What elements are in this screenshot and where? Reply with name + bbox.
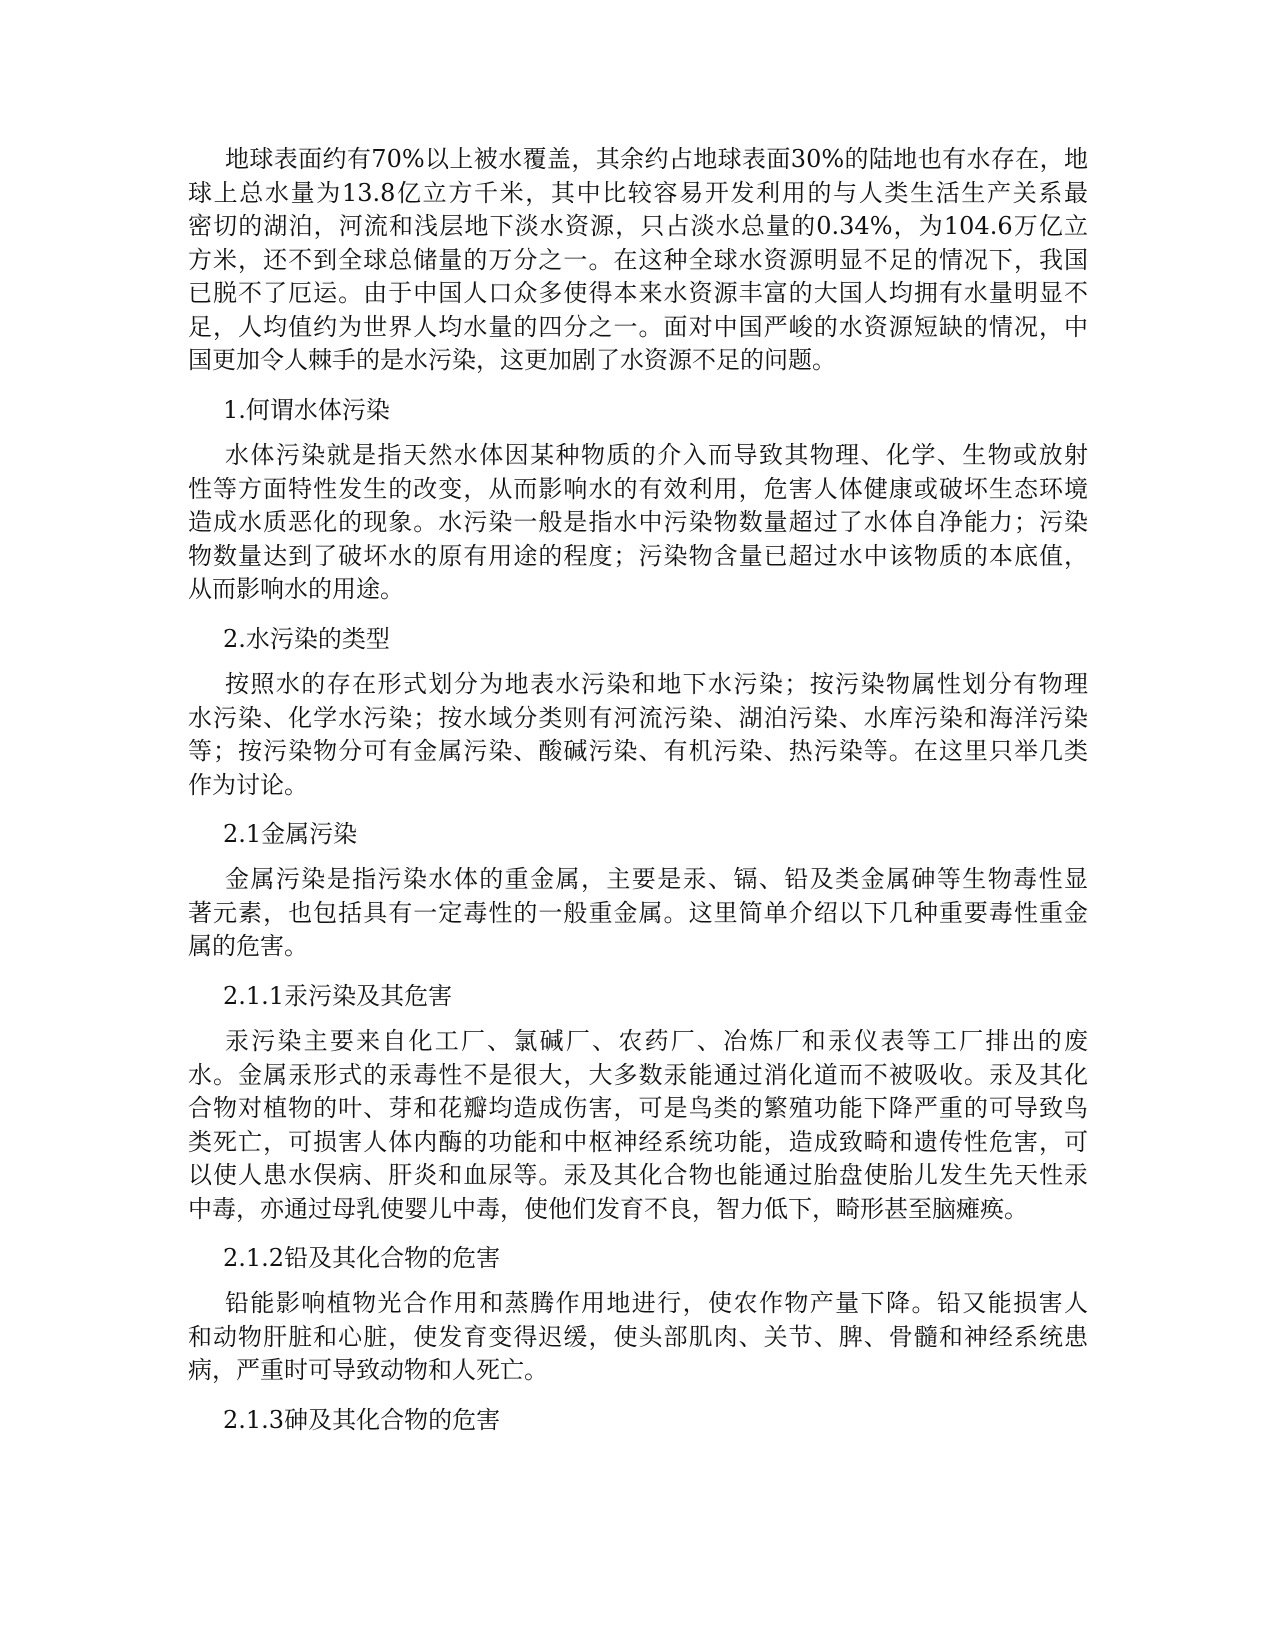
- section-heading: 2.水污染的类型: [223, 625, 390, 653]
- section-heading: 2.1金属污染: [223, 820, 358, 848]
- paragraph-line: 按照水的存在形式划分为地表水污染和地下水污染；按污染物属性划分有物理: [225, 670, 1088, 698]
- paragraph-line: 造成水质恶化的现象。水污染一般是指水中污染物数量超过了水体自净能力；污染: [188, 508, 1088, 536]
- section-heading: 2.1.1汞污染及其危害: [223, 982, 453, 1010]
- paragraph-line: 铅能影响植物光合作用和蒸腾作用地进行，使农作物产量下降。铅又能损害人: [225, 1289, 1088, 1317]
- paragraph-line: 汞污染主要来自化工厂、氯碱厂、农药厂、冶炼厂和汞仪表等工厂排出的废: [225, 1027, 1088, 1055]
- paragraph-line: 密切的湖泊，河流和浅层地下淡水资源，只占淡水总量的0.34%，为104.6万亿立: [188, 212, 1088, 240]
- section-heading: 2.1.2铅及其化合物的危害: [223, 1244, 501, 1272]
- paragraph-line: 水污染、化学水污染；按水域分类则有河流污染、湖泊污染、水库污染和海洋污染: [188, 703, 1088, 732]
- paragraph-line: 国更加令人棘手的是水污染，这更加剧了水资源不足的问题。: [188, 346, 836, 374]
- paragraph-line: 作为讨论。: [188, 770, 308, 799]
- paragraph-line: 以使人患水俣病、肝炎和血尿等。汞及其化合物也能通过胎盘使胎儿发生先天性汞: [188, 1161, 1088, 1189]
- paragraph-line: 球上总水量为13.8亿立方千米，其中比较容易开发利用的与人类生活生产关系最: [188, 178, 1088, 207]
- paragraph-line: 病，严重时可导致动物和人死亡。: [188, 1356, 548, 1384]
- paragraph-line: 方米，还不到全球总储量的万分之一。在这种全球水资源明显不足的情况下，我国: [188, 245, 1088, 274]
- paragraph-line: 地球表面约有70%以上被水覆盖，其余约占地球表面30%的陆地也有水存在，地: [225, 145, 1088, 173]
- paragraph-line: 合物对植物的叶、芽和花瓣均造成伤害，可是鸟类的繁殖功能下降严重的可导致鸟: [188, 1094, 1088, 1122]
- paragraph-intro: [188, 143, 1088, 378]
- paragraph-line: 类死亡，可损害人体内酶的功能和中枢神经系统功能，造成致畸和遗传性危害，可: [188, 1127, 1088, 1156]
- paragraph-metal-pollution: [188, 863, 1088, 964]
- section-heading: 2.1.3砷及其化合物的危害: [223, 1406, 501, 1434]
- paragraph-line: 著元素，也包括具有一定毒性的一般重金属。这里简单介绍以下几种重要毒性重金: [188, 898, 1088, 927]
- paragraph-line: 已脱不了厄运。由于中国人口众多使得本来水资源丰富的大国人均拥有水量明显不: [188, 279, 1088, 307]
- paragraph-line: 水。金属汞形式的汞毒性不是很大，大多数汞能通过消化道而不被吸收。汞及其化: [188, 1060, 1088, 1089]
- paragraph-line: 物数量达到了破坏水的原有用途的程度；污染物含量已超过水中该物质的本底值，: [188, 541, 1088, 570]
- paragraph-line: 从而影响水的用途。: [188, 575, 404, 603]
- paragraph-definition: [188, 439, 1088, 607]
- paragraph-lead: [188, 1287, 1088, 1388]
- paragraph-line: 等；按污染物分可有金属污染、酸碱污染、有机污染、热污染等。在这里只举几类: [188, 737, 1088, 765]
- paragraph-line: 性等方面特性发生的改变，从而影响水的有效利用，危害人体健康或破坏生态环境: [188, 474, 1088, 503]
- paragraph-line: 中毒，亦通过母乳使婴儿中毒，使他们发育不良，智力低下，畸形甚至脑瘫痪。: [188, 1194, 1028, 1223]
- paragraph-line: 属的危害。: [188, 932, 308, 960]
- section-heading: 1.何谓水体污染: [223, 396, 390, 424]
- paragraph-line: 足，人均值约为世界人均水量的四分之一。面对中国严峻的水资源短缺的情况，中: [188, 312, 1088, 341]
- paragraph-line: 金属污染是指污染水体的重金属，主要是汞、镉、铅及类金属砷等生物毒性显: [225, 865, 1088, 893]
- paragraph-line: 水体污染就是指天然水体因某种物质的介入而导致其物理、化学、生物或放射: [225, 441, 1088, 469]
- paragraph-mercury: [188, 1025, 1088, 1226]
- paragraph-types: [188, 668, 1088, 802]
- paragraph-line: 和动物肝脏和心脏，使发育变得迟缓，使头部肌肉、关节、脾、骨髓和神经系统患: [188, 1322, 1088, 1351]
